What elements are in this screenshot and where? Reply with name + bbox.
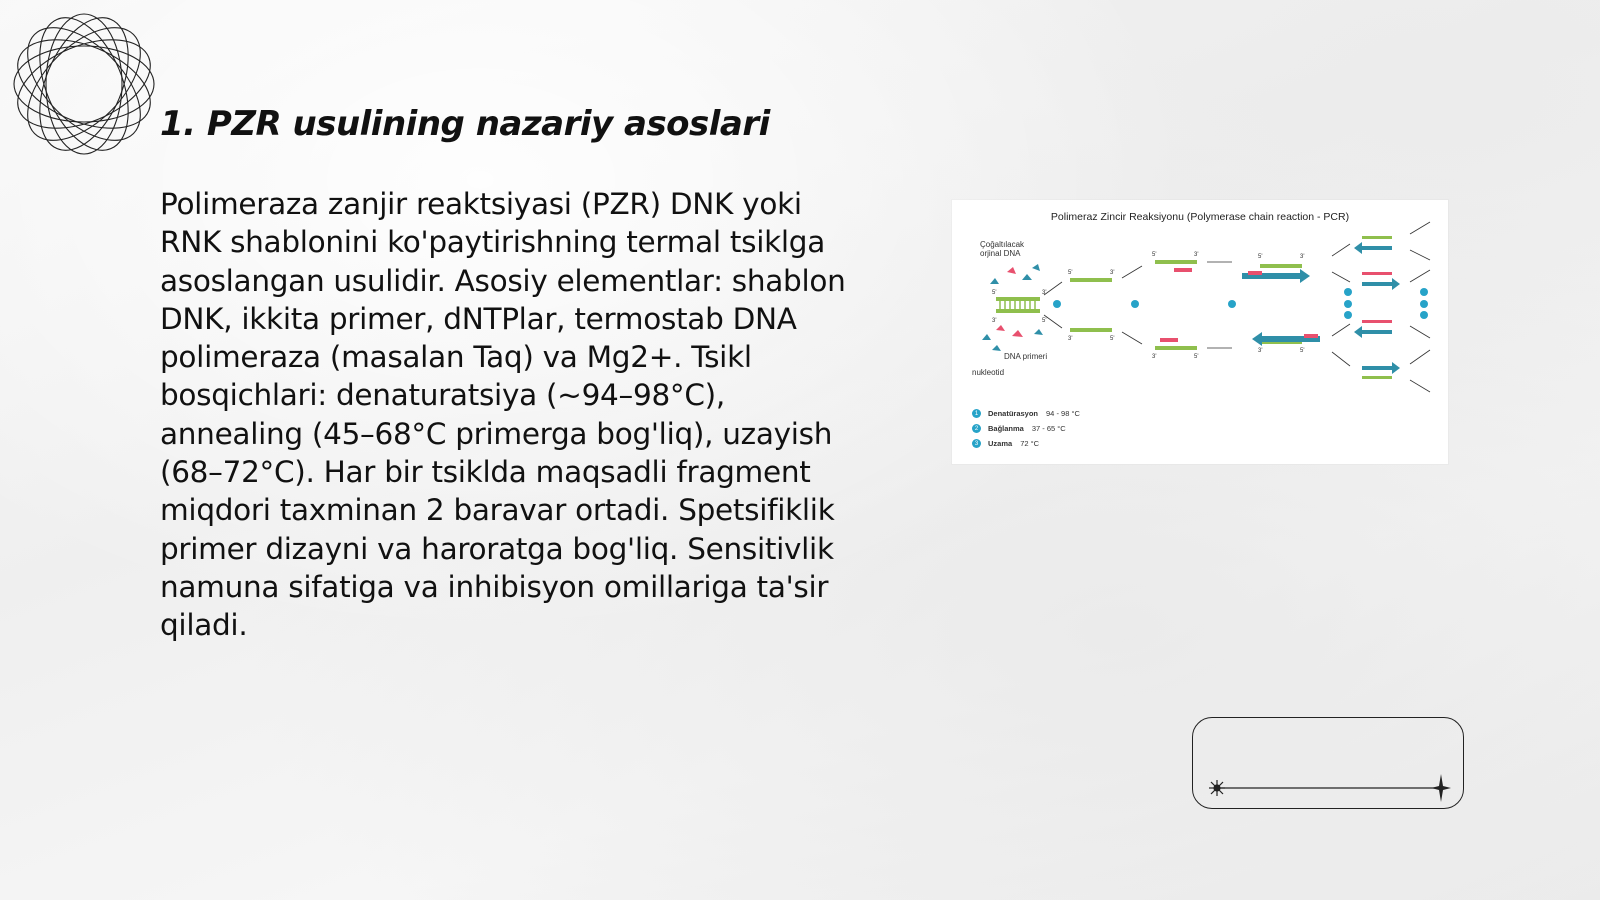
svg-text:3': 3': [1300, 254, 1305, 260]
sparkle-icon: [1431, 774, 1451, 802]
step-number-badge: 3: [972, 439, 981, 448]
legend-step-name: Bağlanma: [988, 424, 1024, 433]
svg-text:5': 5': [1258, 254, 1263, 260]
legend-step-temp: 94 - 98 °C: [1046, 409, 1080, 418]
label-nucleotide: nukleotid: [972, 368, 1005, 377]
pcr-diagram: [952, 200, 1448, 464]
svg-text:5': 5': [1152, 252, 1157, 258]
step-number-badge: 2: [972, 424, 981, 433]
diagram-title: Polimeraz Zincir Reaksiyonu (Polymerase chain reaction - PCR): [1050, 211, 1350, 223]
svg-text:3': 3': [992, 318, 997, 324]
svg-text:3': 3': [1110, 270, 1115, 276]
svg-text:3': 3': [1194, 252, 1199, 258]
diagram-legend: [972, 406, 1080, 451]
legend-item: [972, 421, 1080, 436]
step-dot-3: [1228, 300, 1236, 308]
legend-item: [972, 436, 1080, 451]
step-dot-1: [1053, 300, 1061, 308]
svg-text:5': 5': [1194, 354, 1199, 360]
nucleotides-cluster: [982, 264, 1043, 351]
legend-step-name: Uzama: [988, 439, 1013, 448]
step-number-badge: 1: [972, 409, 981, 418]
label-original-dna-line2: orjinal DNA: [980, 249, 1021, 258]
label-dna-primer: DNA primeri: [1004, 352, 1048, 361]
label-original-dna-line1: Çoğaltılacak: [980, 240, 1025, 249]
sun-burst-icon: [1209, 780, 1225, 796]
legend-item: [972, 406, 1080, 421]
svg-text:5': 5': [992, 290, 997, 296]
svg-text:3': 3': [1258, 348, 1263, 354]
svg-text:3': 3': [1042, 290, 1047, 296]
original-dna-strand: [996, 297, 1040, 313]
legend-step-temp: 37 - 65 °C: [1031, 424, 1066, 433]
svg-text:5': 5': [1300, 348, 1305, 354]
slide-title: 1. PZR usulining nazariy asoslari: [160, 104, 770, 144]
svg-text:3': 3': [1068, 336, 1073, 342]
timeline-line: [1193, 718, 1465, 810]
svg-text:3': 3': [1152, 354, 1157, 360]
step-dot-2: [1131, 300, 1139, 308]
decorative-timeline-box: [1192, 717, 1464, 809]
extension-arrows: [1242, 236, 1400, 379]
pcr-schematic: [952, 200, 1448, 400]
concentric-ellipses-icon: [10, 10, 158, 158]
svg-text:5': 5': [1042, 318, 1047, 324]
svg-text:5': 5': [1068, 270, 1073, 276]
svg-text:5': 5': [1110, 336, 1115, 342]
legend-step-temp: 72 °C: [1020, 439, 1040, 448]
slide-body-text: Polimeraza zanjir reaktsiyasi (PZR) DNK yoki RNK shablonini ko'paytirishning termal tsiklga asoslangan usulidir. Asosiy elementlar: shablon DNK, ikkita primer, dNTPlar, termostab DNA polimeraza (masalan Taq) va Mg2+. Tsikl bosqichlari: denaturatsiya (~94–98°C), annealing (45–68°C primerga bog'liq), uzayish (68–72°C). Har bir tsiklda maqsadli fragment miqdori taxminan 2 baravar ortadi. Spetsifiklik primer dizayni va haroratga bog'liq. Sensitivlik namuna sifatiga va inhibisyon omillariga ta'sir qiladi.: [160, 187, 846, 643]
legend-step-name: Denatürasyon: [988, 409, 1039, 418]
